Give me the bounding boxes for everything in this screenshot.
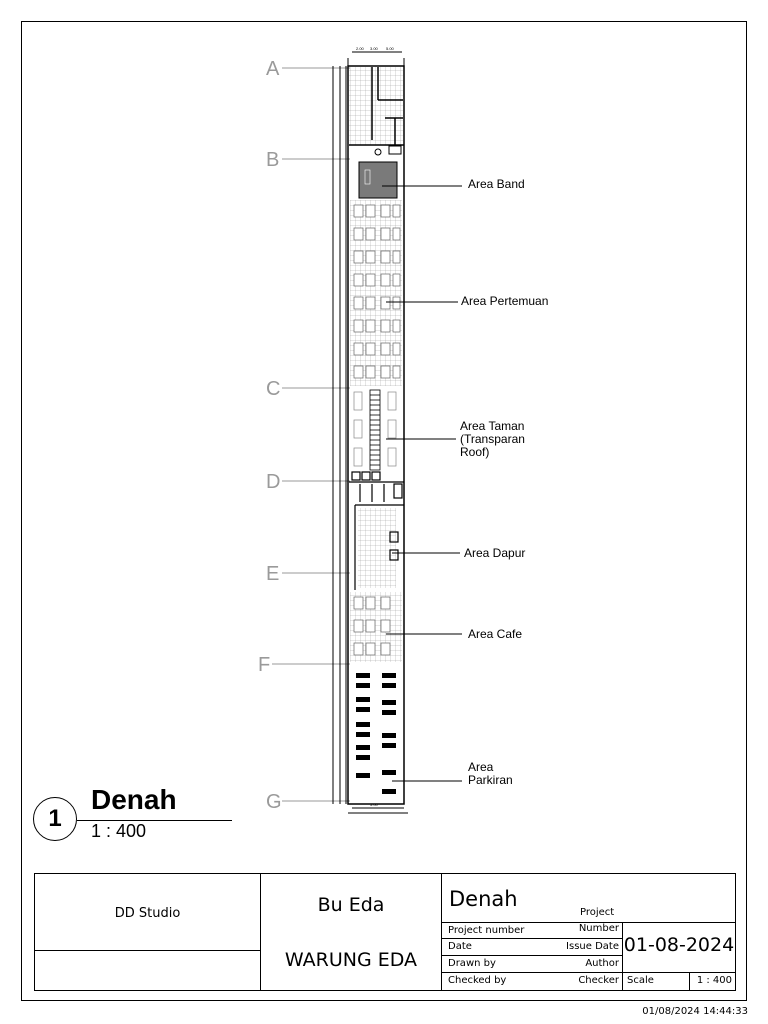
grid-label-e: E (266, 563, 280, 585)
scale-value: 1 : 400 (696, 975, 732, 986)
svg-text:3.00: 3.00 (370, 46, 378, 51)
label-area-band: Area Band (468, 177, 525, 191)
print-timestamp: 01/08/2024 14:44:33 (642, 1006, 748, 1017)
issue-date-value: 01-08-2024 (623, 934, 735, 956)
svg-text:5.00: 5.00 (386, 46, 394, 51)
cafe-area (350, 592, 402, 662)
client-name: Bu Eda (317, 894, 385, 916)
meeting-area (350, 200, 402, 386)
label-area-parkiran (468, 761, 513, 787)
checked-by-value: Checker (578, 975, 619, 986)
company-name: DD Studio (114, 906, 181, 921)
grid-label-g: G (266, 791, 282, 813)
label-area-cafe: Area Cafe (468, 627, 523, 641)
scale-label: Scale (627, 975, 654, 986)
parking-area (356, 673, 396, 794)
kitchen-area (355, 505, 404, 590)
project-number-value: Number (578, 923, 619, 934)
project-name: WARUNG EDA (284, 949, 418, 971)
title-block (34, 873, 736, 991)
label-area-dapur: Area Dapur (464, 546, 526, 560)
view-number: 1 (48, 805, 62, 832)
label-area-taman-line-2: (Transparan (460, 432, 525, 446)
label-area-pertemuan: Area Pertemuan (461, 294, 549, 308)
top-rooms (349, 67, 404, 155)
label-area-taman-line-1: Area Taman (460, 419, 525, 433)
issue-date-label: Issue Date (566, 941, 619, 952)
grid-label-d: D (266, 471, 281, 493)
project-label: Project (580, 907, 615, 918)
drawn-by-value: Author (585, 958, 619, 969)
grid-label-c: C (266, 378, 281, 400)
grid-label-a: A (266, 58, 280, 80)
label-area-taman-line-3: Roof) (460, 445, 490, 459)
sheet-name: Denah (449, 887, 518, 911)
grid-label-b: B (266, 149, 280, 171)
view-scale: 1 : 400 (91, 821, 147, 841)
label-area-parkiran-line-1: Area (468, 760, 494, 774)
view-title: Denah (91, 784, 177, 815)
grid-labels (258, 58, 282, 813)
label-area-parkiran-line-2: Parkiran (468, 773, 513, 787)
date-label: Date (448, 941, 472, 952)
drawn-by-label: Drawn by (448, 958, 496, 969)
grid-label-f: F (258, 654, 271, 676)
view-number-circle (33, 797, 77, 841)
project-number-label: Project number (448, 925, 525, 936)
label-area-taman (460, 420, 525, 459)
checked-by-label: Checked by (448, 975, 507, 986)
garden-area (349, 390, 404, 502)
svg-text:2.00: 2.00 (356, 46, 364, 51)
svg-text:5.00: 5.00 (370, 802, 378, 807)
